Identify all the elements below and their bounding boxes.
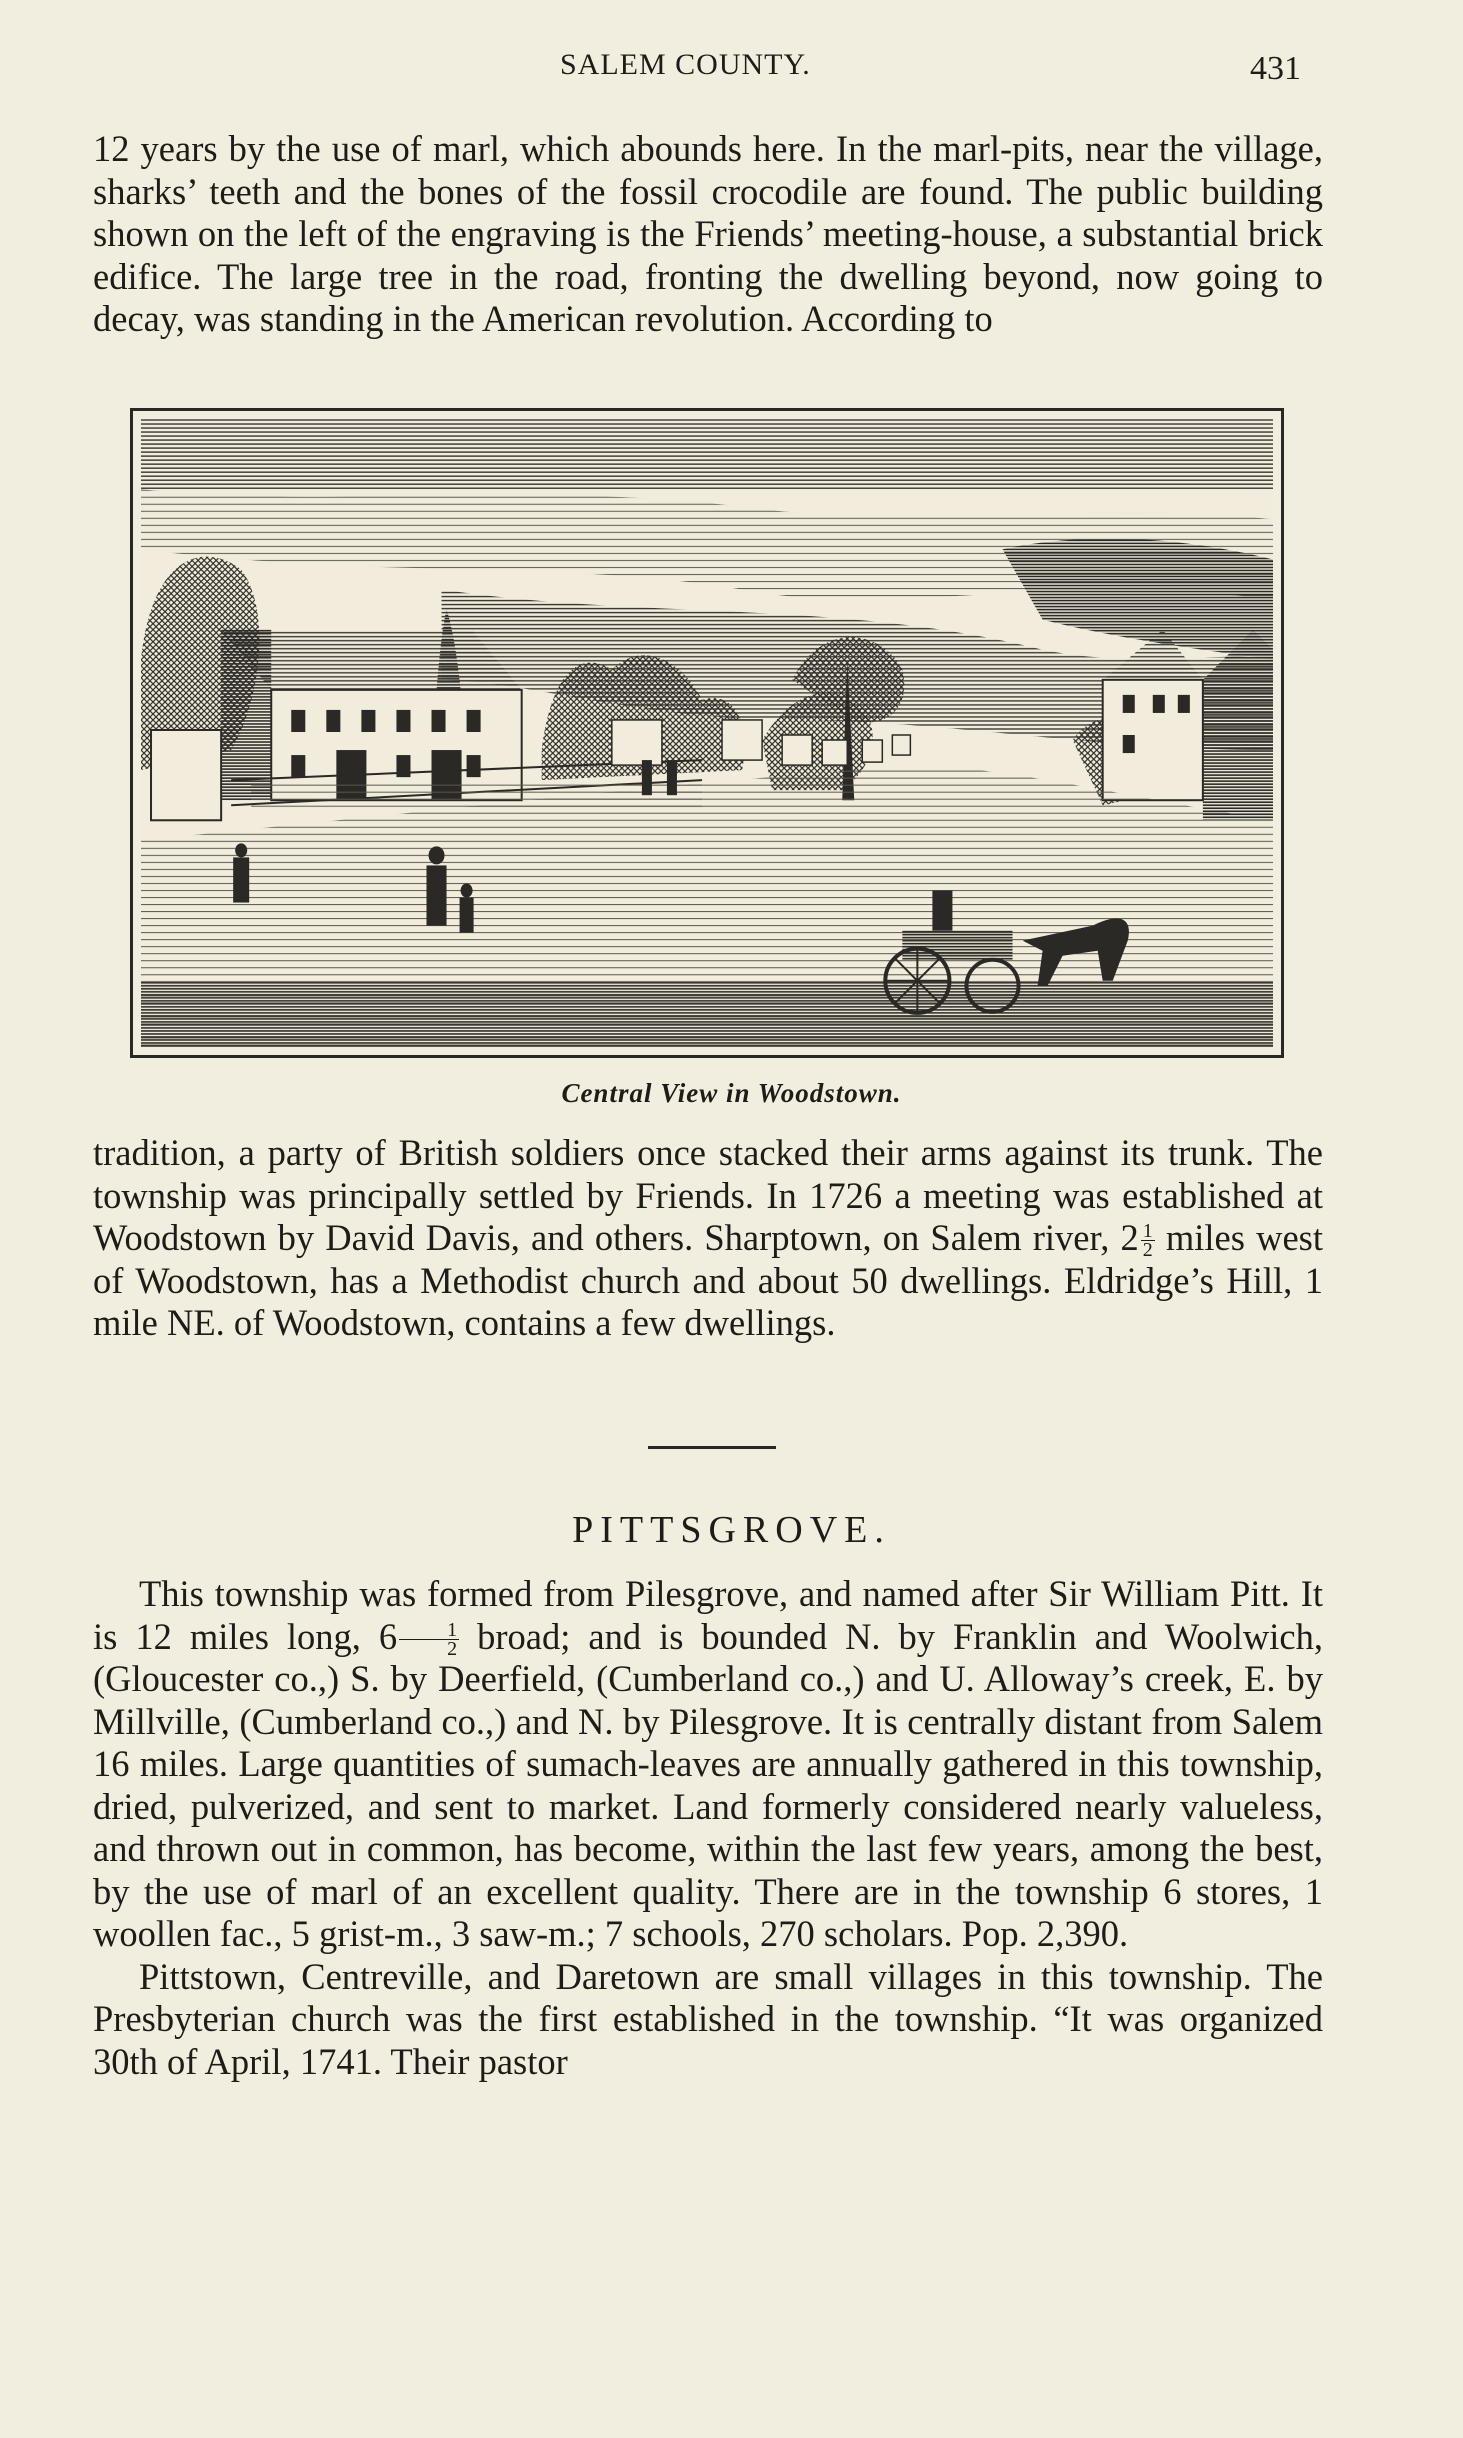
- section-heading: PITTSGROVE.: [572, 1509, 891, 1551]
- woodstown-engraving: [141, 419, 1273, 1047]
- paragraph-text-part: This township was formed from Pilesgrove, and named after Sir William Pitt. It is 12 miles long, 6: [93, 1573, 1323, 1657]
- paragraph-woodstown-intro: [93, 128, 1323, 341]
- paragraph-text: Pittstown, Centreville, and Daretown are small villages in this township. The Presbyterian church was the first established in the township. “It was organized 30th of April, 1741. Their pastor: [93, 1955, 1323, 2082]
- sky-band: [141, 419, 1273, 489]
- paragraph-text: 12 years by the use of marl, which abounds here. In the marl-pits, near the village, sharks’ teeth and the bones of the fossil crocodile are found. The public building shown on the left of the engraving is the Friends’ meeting-house, a substantial brick edifice. The large tree in the road, fronting the dwelling beyond, now going to decay, was standing in the American revolution. According to: [93, 128, 1323, 339]
- paragraph-text-part: miles west of Woodstown, has a Methodist church and about 50 dwellings. Eldridge’s Hill, 1 mile NE. of Woodstown, contains a few dwellings.: [93, 1217, 1323, 1343]
- page-number: 431: [1250, 50, 1301, 87]
- fraction-denominator: 2: [1142, 1239, 1153, 1261]
- foreground-ground: [141, 981, 1273, 1047]
- fraction-denominator: 2: [447, 1637, 458, 1660]
- paragraph-text-part: tradition, a party of British soldiers once stacked their arms against its trunk. The township was principally settled by Friends. In 1726 a meeting was established at Woodstown by David Davis, and others. Sharptown, on Salem river, 2: [93, 1132, 1323, 1258]
- figure-caption: Central View in Woodstown.: [561, 1078, 902, 1108]
- fraction: [1141, 1222, 1155, 1259]
- paragraph-text: [93, 1573, 1323, 1956]
- fraction: [399, 1618, 459, 1660]
- fraction-numerator: 1: [399, 1621, 459, 1640]
- section-divider: [648, 1446, 776, 1449]
- paragraph-woodstown-history: [93, 1132, 1323, 1345]
- meeting-house-side: [221, 630, 271, 801]
- left-gate-house: [151, 730, 221, 820]
- paragraph-text-part: broad; and is bounded N. by Franklin and Woolwich, (Gloucester co.,) S. by Deerfield, (Cumberland co.,) and U. Alloway’s creek, E. by Millville, (Cumberland co.,) and N. by Pilesgrove. It is centrally distant from Salem 16 miles. Large quantities of sumach-leaves are annually gathered in this township, dried, pulverized, and sent to market. Land formerly considered nearly valueless, and thrown out in common, has become, within the last few years, among the best, by the use of marl of an excellent quality. There are in the township 6 stores, 1 woollen fac., 5 grist-m., 3 saw-m.; 7 schools, 270 scholars. Pop. 2,390.: [93, 1615, 1323, 1954]
- running-head: [0, 48, 1463, 98]
- paragraph-text: [93, 1132, 1323, 1345]
- fraction-numerator: 1: [1142, 1220, 1153, 1242]
- engraving-frame: [130, 408, 1284, 1058]
- running-title: SALEM COUNTY.: [560, 48, 811, 81]
- paragraph-pittsgrove: [93, 1573, 1323, 2083]
